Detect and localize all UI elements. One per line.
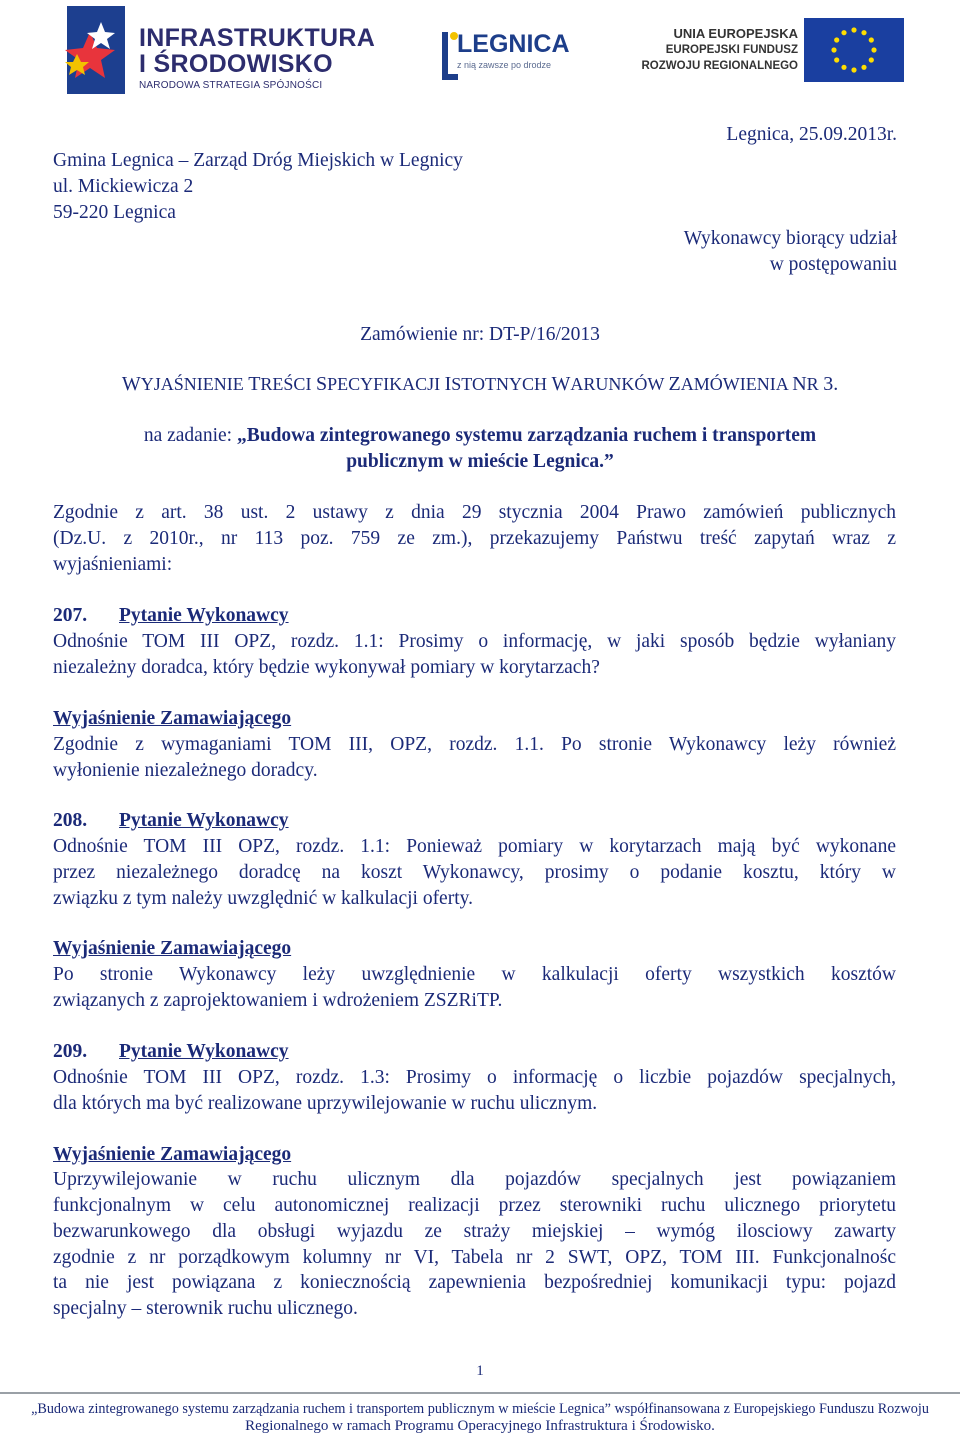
question-text-line: dla których ma być realizowane uprzywilejowanie w ruchu ulicznym. bbox=[53, 1093, 598, 1114]
answer-text-line: bezwarunkowego dla obsługi wyjazdu ze straży miejskiej – wymóg ilosciowy zawarty bbox=[53, 1221, 896, 1242]
task-line1: na zadanie: „Budowa zintegrowanego systemu zarządzania ruchem i transportem bbox=[143, 425, 817, 446]
answer-label: Wyjaśnienie Zamawiającego bbox=[53, 708, 292, 729]
answer-text-line: ta nie jest powiązana z koniecznością zapewnienia bezpośredniej komunikacji typu: pojazd bbox=[53, 1272, 896, 1293]
answer-text-line: funkcjonalnym w celu autonomicznej realizacji przez sterowniki ruchu ulicznego priorytetu bbox=[53, 1195, 896, 1216]
sender-line3: 59-220 Legnica bbox=[53, 202, 176, 223]
question-label: Pytanie Wykonawcy bbox=[119, 605, 289, 626]
question-number: 207. bbox=[53, 605, 88, 626]
intro-line3: wyjaśnieniami: bbox=[53, 554, 173, 575]
legnica-logo bbox=[440, 18, 570, 82]
page-number: 1 bbox=[476, 1363, 484, 1379]
answer-text-line: związanych z zaprojektowaniem i wdrożeniem ZSZRiTP. bbox=[53, 990, 503, 1011]
sender-line2: ul. Mickiewicza 2 bbox=[53, 176, 194, 197]
logo-text-line2: I ŚRODOWISKO bbox=[139, 50, 333, 78]
infrastruktura-logo bbox=[55, 2, 376, 98]
document-date: Legnica, 25.09.2013r. bbox=[726, 124, 897, 145]
question-text-line: Odnośnie TOM III OPZ, rozdz. 1.1: Prosimy o informację, w jaki sposób będzie wyłaniany bbox=[53, 631, 896, 652]
legnica-tagline: z nią zawsze po drodze bbox=[457, 60, 552, 70]
answer-text-line: Uprzywilejowanie w ruchu ulicznym dla pojazdów specjalnych jest powiązaniem bbox=[53, 1169, 896, 1190]
eu-flag-icon bbox=[804, 18, 904, 82]
eu-text-line2: EUROPEJSKI FUNDUSZ bbox=[665, 44, 798, 56]
sender-line1: Gmina Legnica – Zarząd Dróg Miejskich w Legnicy bbox=[53, 150, 463, 171]
question-label: Pytanie Wykonawcy bbox=[119, 810, 289, 831]
eu-logo bbox=[641, 18, 910, 88]
legnica-name: LEGNICA bbox=[457, 30, 570, 58]
footer-line2: Regionalnego w ramach Programu Operacyjnego Infrastruktura i Środowisko. bbox=[245, 1418, 715, 1434]
question-label: Pytanie Wykonawcy bbox=[119, 1041, 289, 1062]
logo-text-line3: NARODOWA STRATEGIA SPÓJNOŚCI bbox=[139, 80, 323, 91]
star-emblem-icon bbox=[55, 2, 145, 98]
answer-label: Wyjaśnienie Zamawiającego bbox=[53, 1144, 292, 1165]
task-line2: publicznym w mieście Legnica.” bbox=[346, 451, 614, 472]
intro-line1: Zgodnie z art. 38 ust. 2 ustawy z dnia 29 stycznia 2004 Prawo zamówień publicznych bbox=[53, 502, 896, 523]
answer-text-line: Po stronie Wykonawcy leży uwzględnienie w kalkulacji oferty wszystkich kosztów bbox=[53, 964, 896, 985]
answer-text-line: Zgodnie z wymaganiami TOM III, OPZ, rozdz. 1.1. Po stronie Wykonawcy leży również bbox=[53, 734, 896, 755]
footer-divider bbox=[0, 1392, 960, 1394]
recipient-line1: Wykonawcy biorący udział bbox=[683, 228, 897, 249]
question-text-line: niezależny doradca, który będzie wykonywał pomiary w korytarzach? bbox=[53, 657, 600, 678]
eu-text-line3: ROZWOJU REGIONALNEGO bbox=[641, 60, 798, 72]
question-number: 208. bbox=[53, 810, 88, 831]
question-text-line: Odnośnie TOM III OPZ, rozdz. 1.3: Prosimy o informację o liczbie pojazdów specjalnych, bbox=[53, 1067, 896, 1088]
question-text-line: przez niezależnego doradcę na koszt Wykonawcy, prosimy o podanie kosztu, który w bbox=[53, 862, 896, 883]
document-heading: WYJAŚNIENIE TREŚCI SPECYFIKACJI ISTOTNYCH WARUNKÓW ZAMÓWIENIA NR 3. bbox=[121, 373, 839, 395]
logo-text-line1: INFRASTRUKTURA bbox=[139, 24, 376, 52]
recipient-line2: w postępowaniu bbox=[769, 254, 897, 275]
eu-text-line1: UNIA EUROPEJSKA bbox=[673, 26, 798, 41]
answer-text-line: zgodnie z nr porządkowym kolumny nr VI, Tabela nr 2 SWT, OPZ, TOM III. Funkcjonalnośc bbox=[53, 1247, 896, 1268]
footer-line1: „Budowa zintegrowanego systemu zarządzania ruchem i transportem publicznym w mieście Legnica” współfinansowana z Europejskiego Funduszu Rozwoju bbox=[31, 1401, 929, 1417]
question-text-line: związku z tym należy uwzględnić w kalkulacji oferty. bbox=[53, 888, 473, 909]
answer-label: Wyjaśnienie Zamawiającego bbox=[53, 938, 292, 959]
answer-text-line: wyłonienie niezależnego doradcy. bbox=[53, 760, 318, 781]
question-number: 209. bbox=[53, 1041, 88, 1062]
footer-text bbox=[0, 1401, 960, 1435]
answer-text-line: specjalny – sterownik ruchu ulicznego. bbox=[53, 1298, 358, 1319]
intro-line2: (Dz.U. z 2010r., nr 113 poz. 759 ze zm.), przekazujemy Państwu treść zapytań wraz z bbox=[53, 528, 896, 549]
question-text-line: Odnośnie TOM III OPZ, rozdz. 1.1: Ponieważ pomiary w korytarzach mają być wykonane bbox=[53, 836, 896, 857]
order-number: Zamówienie nr: DT-P/16/2013 bbox=[360, 324, 600, 345]
